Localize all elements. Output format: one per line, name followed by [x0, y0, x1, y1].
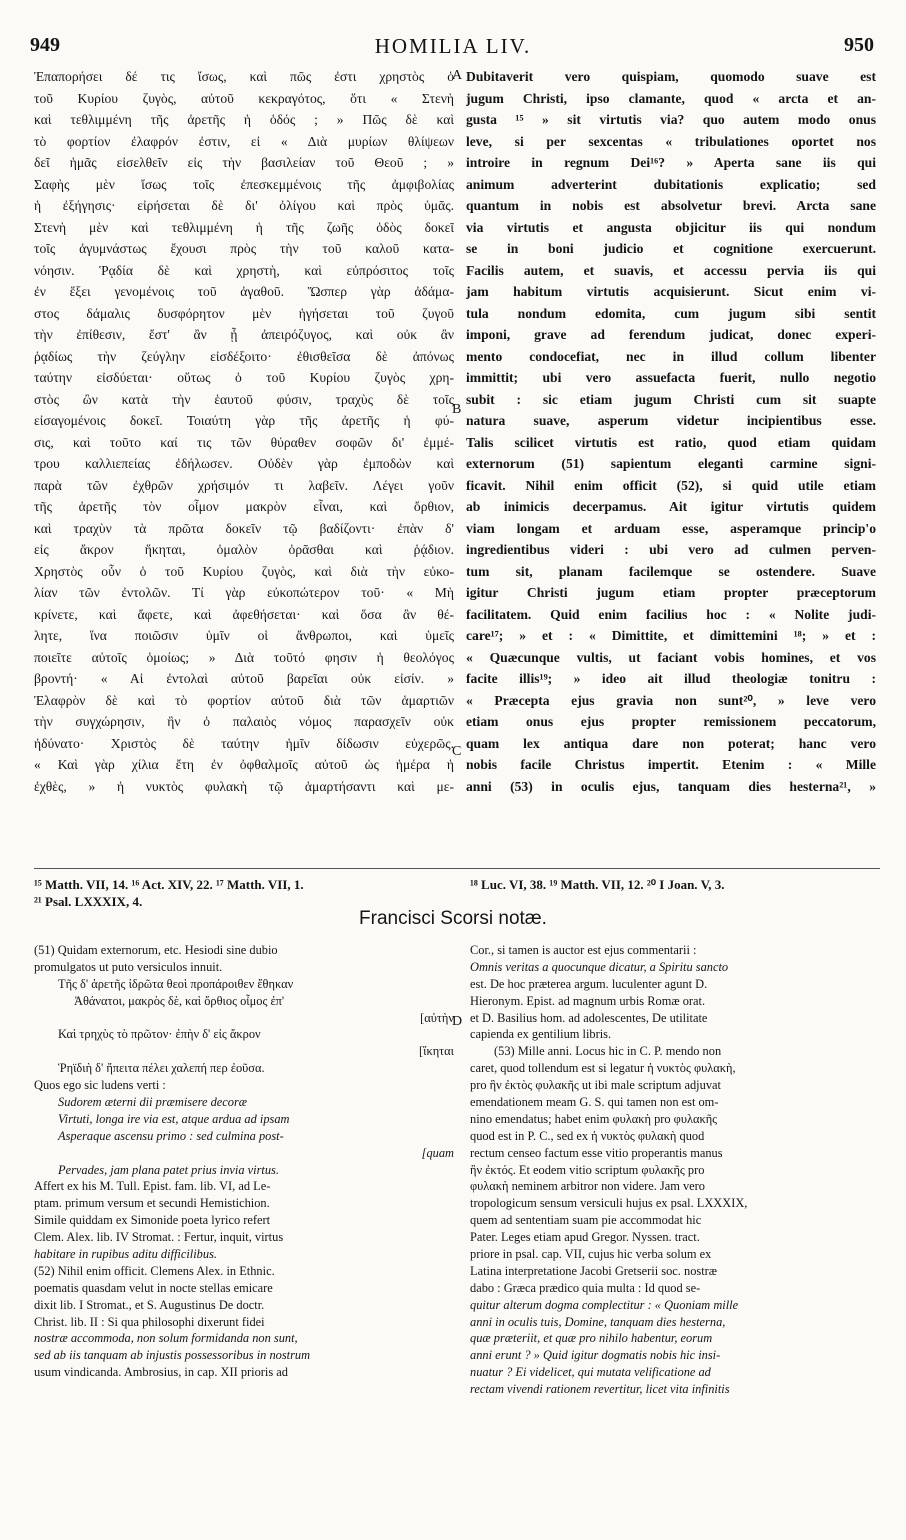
text-line: « Quæcunque vultis, ut faciant vobis homines, et vos [466, 649, 876, 665]
footnote-rule [34, 868, 880, 869]
note-line: dabo : Græca prædico quia multa : Id quod se- [470, 1280, 701, 1295]
text-line: quantum in nobis est absolvetur brevi. Arcta sane [466, 198, 876, 213]
text-line: καὶ τεθλιμμένη τῆς ἀρετῆς ἡ ὁδός ; » Πῶς δὲ καὶ [34, 112, 454, 127]
note-line: Sudorem æterni dii præmisere decoræ [58, 1095, 248, 1110]
text-line: animum adverterint dubitationis explicatio; sed [466, 176, 876, 192]
text-line: στος δάμαλις δυσφόρητον μὲν ἡγήσεται τοῦ ζυγοῦ [34, 305, 454, 321]
notes-title: Francisci Scorsi notæ. [359, 908, 547, 929]
text-line: immittit; ubi vero assuefacta fuerit, nullo negotio [466, 370, 876, 385]
text-line: δεῖ ἡμᾶς εἰσελθεῖν εἰς τὴν βασιλείαν τοῦ Θεοῦ ; » [34, 155, 454, 170]
text-line: via virtutis et angusta objicitur iis qui nondum [466, 219, 876, 235]
notes-right-column [470, 942, 880, 1398]
note-line: quod est in P. C., sed ex ἡ νυκτὸς φυλακὴ quod [470, 1128, 705, 1143]
text-line: facilitatem. Quid enim facilius hoc : « Nolite judi- [466, 606, 876, 622]
note-line: Pater. Leges etiam apud Gregor. Nyssen. tract. [470, 1230, 700, 1245]
text-line: etiam onus ejus propter remissionem peccatorum, [466, 714, 876, 729]
note-line: Pervades, jam plana patet prius invia virtus. [58, 1162, 279, 1177]
note-line: (52) Nihil enim officit. Clemens Alex. in Ethnic. [34, 1263, 275, 1278]
note-line: Hieronym. Epist. ad magnum urbis Romæ orat. [470, 993, 706, 1008]
note-line: quæ præteriit, et quæ pro nihilo habentur, eorum [470, 1331, 713, 1346]
note-line: et D. Basilius hom. ad adolescentes, De utilitate [470, 1010, 708, 1025]
note-line: φυλακὴ neminem arbitror non videre. Jam vero [470, 1179, 705, 1194]
text-line: καὶ τραχὺν τὰ πρῶτα δοκεῖν τῷ βαδίζοντι· ἐπὰν δ' [34, 520, 454, 536]
note-line: quitur alterum dogma complectitur : « Quoniam mille [470, 1297, 739, 1312]
text-line: τοῦ Κυρίου ζυγὸς, αὐτοῦ κεκραγότος, ὅτι « Στενὴ [34, 90, 454, 106]
text-line: βροντή· « Αἱ ἐντολαὶ αὐτοῦ βαρεῖαι οὐκ εἰσίν. » [34, 671, 454, 686]
text-line: τρου καλλιεπείας ἐδήλωσεν. Οὐδὲν γὰρ ἐμποδὼν καὶ [34, 456, 454, 471]
note-line: dixit lib. I Stromat., et S. Augustinus De doctr. [34, 1297, 265, 1312]
footnote-line: ¹⁵ Matth. VII, 14. ¹⁶ Act. XIV, 22. ¹⁷ Matth. VII, 1. [34, 877, 304, 892]
note-line: habitare in rupibus aditu difficilibus. [34, 1247, 217, 1262]
note-line: Ῥηϊδιὴ δ' ἤπειτα πέλει χαλεπή περ ἐοῦσα. [58, 1061, 265, 1076]
text-line: τῆς ἀρετῆς τὸν οἶμον μακρὸν εἶναι, καὶ ὄρθιον, [34, 499, 454, 514]
text-line: facite illis¹⁹; » ideo ait illud theologiæ tonitru : [466, 671, 876, 686]
text-line: νόησιν. Ῥᾳδία δὲ καὶ χρηστὴ, καὶ εὐπρόσιτος τοῖς [34, 262, 454, 278]
text-line: nobis facile Christus impertit. Etenim : « Mille [466, 757, 876, 772]
text-line: ἐν ἕξει γενομένοις τοῦ ἀγαθοῦ. Ὥσπερ γὰρ ἀδάμα- [34, 284, 454, 299]
page-header [22, 34, 884, 62]
note-line: ἣν ἐκτός. Et eodem vitio scriptum φυλακῆς pro [470, 1162, 705, 1177]
note-line: caret, quod tollendum est si legatur ἡ νυκτὸς φυλακὴ, [470, 1061, 736, 1076]
text-line: natura suave, asperum videtur incipientibus esse. [466, 413, 876, 428]
text-line: se in boni judicio et cognitione exercuerunt. [466, 241, 876, 256]
note-line: Τῆς δ' ἀρετῆς ἱδρῶτα θεοὶ προπάροιθεν ἔθηκαν [58, 976, 294, 991]
note-line: ptam. primum versum et secundi Hemistichion. [34, 1196, 270, 1211]
text-line: « Καὶ γὰρ χίλια ἔτη ἐν ὀφθαλμοῖς αὐτοῦ ὡς ἡμέρα ἡ [34, 757, 454, 772]
page-number-right: 950 [844, 34, 874, 56]
text-line: tum sit, planam facilemque se ostendere. Suave [466, 563, 876, 579]
note-line: nino emendatus; habet enim φυλακὴ pro φυλακῆς [470, 1111, 718, 1126]
text-line: jugum Christi, ipso clamante, quod « arcta et an- [466, 90, 876, 106]
footnotes-right [470, 876, 880, 893]
text-line: τὴν ἐπίθεσιν, ἔστ' ἂν ᾖ ἀπειρόζυγος, καὶ οὐκ ἂν [34, 327, 454, 342]
note-line: poematis quasdam velut in nocte stellas emicare [34, 1280, 273, 1295]
text-line: care¹⁷; » et : « Dimittite, et dimittemini ¹⁸; » et : [466, 628, 876, 643]
note-line: anni in oculis tuis, Domine, tanquam dies hesterna, [470, 1314, 726, 1329]
note-line: rectam vivendi rationem revertitur, licet vita infinitis [470, 1382, 730, 1397]
text-line: igitur Christi jugum etiam propter præceptorum [466, 585, 876, 600]
text-line: ῥᾳδίως τὴν ζεύγλην εἰσδέξοιτο· ἐθισθεῖσα δὲ ἀπόνως [34, 348, 454, 364]
margin-letter-c: C [452, 744, 462, 759]
latin-text-column [466, 66, 876, 797]
note-line: (53) Mille anni. Locus hic in C. P. mendo non [494, 1044, 722, 1059]
text-line: στὸς ὢν κατὰ τὴν ἑαυτοῦ φύσιν, τραχὺς δὲ τοῖς [34, 391, 454, 407]
text-line: ingredientibus videri : ubi vero ad culmen perven- [466, 542, 876, 557]
page-number-left: 949 [30, 34, 60, 56]
text-line: τὸ φορτίον ἐλαφρόν ἐστιν, εἰ « Διὰ μυρίων θλίψεων [34, 133, 454, 149]
running-title: HOMILIA LIV. [374, 34, 532, 58]
note-line: quem ad sententiam suam pie accommodat hic [470, 1213, 702, 1228]
text-line: Χρηστὸς οὖν ὁ τοῦ Κυρίου ζυγὸς, καὶ διὰ τὴν εὐκο- [34, 563, 454, 579]
text-line: tula nondum edomita, cum jugum sibi sentit [466, 305, 876, 321]
text-line: ficavit. Nihil enim officit (52), si quid utile etiam [466, 477, 876, 493]
text-line: « Præcepta ejus gravia non sunt²⁰, » leve vero [466, 692, 876, 708]
note-line: [αὐτὴν [420, 1010, 454, 1025]
note-line: [quam [421, 1145, 454, 1160]
footnote-line: ¹⁸ Luc. VI, 38. ¹⁹ Matth. VII, 12. ²⁰ I Joan. V, 3. [470, 877, 725, 892]
note-line: rectum censeo factum esse vitio properantis manus [470, 1145, 723, 1160]
text-line: ἐχθὲς, » ἡ νυκτὸς φυλακὴ τῷ ἁμαρτήσαντι καὶ με- [34, 778, 454, 794]
text-line: τὴν συγχώρησιν, ἣν ὁ παλαιὸς νόμος παρασχεῖν οὐκ [34, 714, 454, 729]
note-line: (51) Quidam externorum, etc. Hesiodi sine dubio [34, 943, 278, 957]
note-line: Clem. Alex. lib. IV Stromat. : Fertur, inquit, virtus [34, 1230, 284, 1245]
text-line: subit : sic etiam jugum Christi cum sit suapte [466, 391, 876, 407]
text-line: λητε, ἵνα ποιῶσιν ὑμῖν οἱ ἄνθρωποι, καὶ ὑμεῖς [34, 628, 454, 643]
text-line: jam habitum virtutis acquisierunt. Sicut enim vi- [466, 284, 876, 299]
text-line: Dubitaverit vero quispiam, quomodo suave est [466, 69, 876, 84]
note-line: Simile quiddam ex Simonide poeta lyrico refert [34, 1213, 271, 1228]
note-line: nuatur ? Ei videlicet, qui mutata velificatione ad [470, 1365, 711, 1380]
text-line: Στενὴ μὲν καὶ τεθλιμμένη ἡ τῆς ζωῆς ὁδὸς δοκεῖ [34, 219, 454, 235]
margin-letter-a: A [452, 68, 463, 83]
text-line: imponi, grave ad ferendum judicat, donec experi- [466, 327, 876, 342]
text-line: ποιεῖτε αὐτοῖς ὁμοίως; » Διὰ τοῦτό φησιν ἡ θεολόγος [34, 649, 454, 665]
note-line: Latina interpretatione Jacobi Gretserii soc. nostræ [470, 1263, 718, 1278]
text-line: externorum (51) sapientum eleganti carmine signi- [466, 456, 876, 471]
note-line: sed ab iis tanquam ab injustis possessoribus in nostrum [34, 1348, 311, 1363]
text-line: quam lex antiqua dare non poterat; hanc vero [466, 735, 876, 751]
note-line: nostræ accommoda, non solum formidanda non sunt, [34, 1331, 298, 1346]
text-line: σις, καὶ τοῦτο καί τις τῶν θύραθεν σοφῶν δι' ἐμμέ- [34, 434, 454, 450]
note-line: tropologicum sensum versiculi hujus ex psal. LXXXIX, [470, 1196, 748, 1211]
note-line: Virtuti, longa ire via est, atque ardua ad ipsam [58, 1111, 290, 1126]
note-line: Καὶ τρηχὺς τὸ πρῶτον· ἐπὴν δ' εἰς ἄκρον [58, 1027, 261, 1042]
text-line: introire in regnum Dei¹⁶? » Aperta sane iis qui [466, 155, 876, 170]
margin-letter-d: D [452, 1014, 463, 1029]
note-line: Omnis veritas a quocunque dicatur, a Spiritu sancto [470, 959, 729, 974]
text-line: gusta ¹⁵ » sit virtutis via? quo autem modo onus [466, 112, 876, 127]
note-line: Christ. lib. II : Si qua philosophi dixerunt fidei [34, 1314, 265, 1329]
text-line: leve, si per sexcentas « tribulationes oportet nos [466, 133, 876, 149]
text-line: τοῖς ἀγυμνάστως ἔχουσι πρὸς τὴν τοῦ καλοῦ κατα- [34, 241, 454, 256]
note-line: est. De hoc præterea argum. luculenter agunt D. [470, 976, 708, 991]
note-line: emendationem meam G. S. qui tamen non est om- [470, 1095, 719, 1110]
note-line: Asperaque ascensu primo : sed culmina post- [58, 1128, 284, 1143]
text-line: anni (53) in oculis ejus, tanquam dies hesterna²¹, » [466, 778, 876, 794]
text-line: ab inimicis decerpamus. Ait igitur virtutis quidem [466, 499, 876, 514]
note-line: priore in psal. cap. VII, cujus hic verba solum ex [470, 1247, 712, 1262]
note-line: Quos ego sic ludens verti : [34, 1078, 166, 1093]
text-line: Facilis autem, et suavis, et accessu pervia iis qui [466, 262, 876, 278]
text-line: λίαν τῶν ἐντολῶν. Τί γὰρ εὐκοπώτερον τοῦ· « Μὴ [34, 585, 454, 600]
note-line: Affert ex his M. Tull. Epist. fam. lib. VI, ad Le- [34, 1179, 271, 1194]
note-line: pro ἣν ἐκτὸς φυλακῆς ut ibi male scriptum adjuvat [470, 1078, 721, 1093]
text-line: ἡ ἐξήγησις· εἰρήσεται δὲ δι' ὀλίγου καὶ πρὸς ὑμᾶς. [34, 198, 454, 213]
text-line: Ἐλαφρὸν δὲ καὶ τὸ φορτίον αὐτοῦ διὰ τῶν ἁμαρτιῶν [34, 692, 454, 708]
note-line: capienda ex gentilium libris. [470, 1027, 612, 1042]
text-line: Talis scilicet virtutis est ratio, quod etiam quidam [466, 434, 876, 450]
margin-letter-b: B [452, 402, 462, 417]
text-line: κρίνετε, καὶ ἄφετε, καὶ ἀφεθήσεται· καὶ ὅσα ἂν θέ- [34, 606, 454, 622]
note-line: Ἀθάνατοι, μακρὸς δὲ, καὶ ὄρθιος οἶμος ἐπ' [74, 993, 285, 1008]
footnote-line: ²¹ Psal. LXXXIX, 4. [34, 893, 143, 909]
footnotes-left [34, 876, 454, 910]
note-line: promulgatos ut puto versiculos innuit. [34, 959, 223, 974]
text-line: mento condocefiat, nec in illud collum libenter [466, 348, 876, 364]
text-line: ταύτην εἰσδύεται· οὕτως ὁ τοῦ Κυρίου ζυγὸς χρη- [34, 370, 454, 385]
greek-text-column [34, 66, 454, 797]
text-line: Ἐπαπορήσει δέ τις ἴσως, καὶ πῶς ἐστι χρηστὸς ὁ [34, 69, 454, 84]
note-line: anni erunt ? » Quid igitur dogmatis nobis hic insi- [470, 1348, 721, 1363]
text-line: viam longam et arduam esse, asperamque princip'o [466, 520, 876, 536]
note-line: [ἵκηται [419, 1044, 454, 1059]
text-line: ἠδύνατο· Χριστὸς δὲ ταύτην ἡμῖν δίδωσιν εὐχερῶς. [34, 735, 454, 751]
text-line: εἰσαγομένοις δοκεῖ. Τοιαύτη γὰρ τῆς ἀρετῆς ἡ φύ- [34, 413, 454, 428]
text-line: παρὰ τῶν ἐχθρῶν χρήσιμόν τι λαβεῖν. Λέγει γοῦν [34, 477, 454, 493]
notes-left-column [34, 942, 454, 1381]
text-line: Σαφὴς μὲν ἴσως τοῖς ἐπεσκεμμένοις τῆς ἀμφιβολίας [34, 176, 454, 192]
note-line: Cor., si tamen is auctor est ejus commentarii : [470, 943, 697, 957]
text-line: εἰς ἄκρον ἥκηται, ὁμαλὸν ὁρᾶσθαι καὶ ῥᾴδιον. [34, 542, 454, 557]
note-line: usum vindicanda. Ambrosius, in cap. XII prioris ad [34, 1365, 288, 1380]
